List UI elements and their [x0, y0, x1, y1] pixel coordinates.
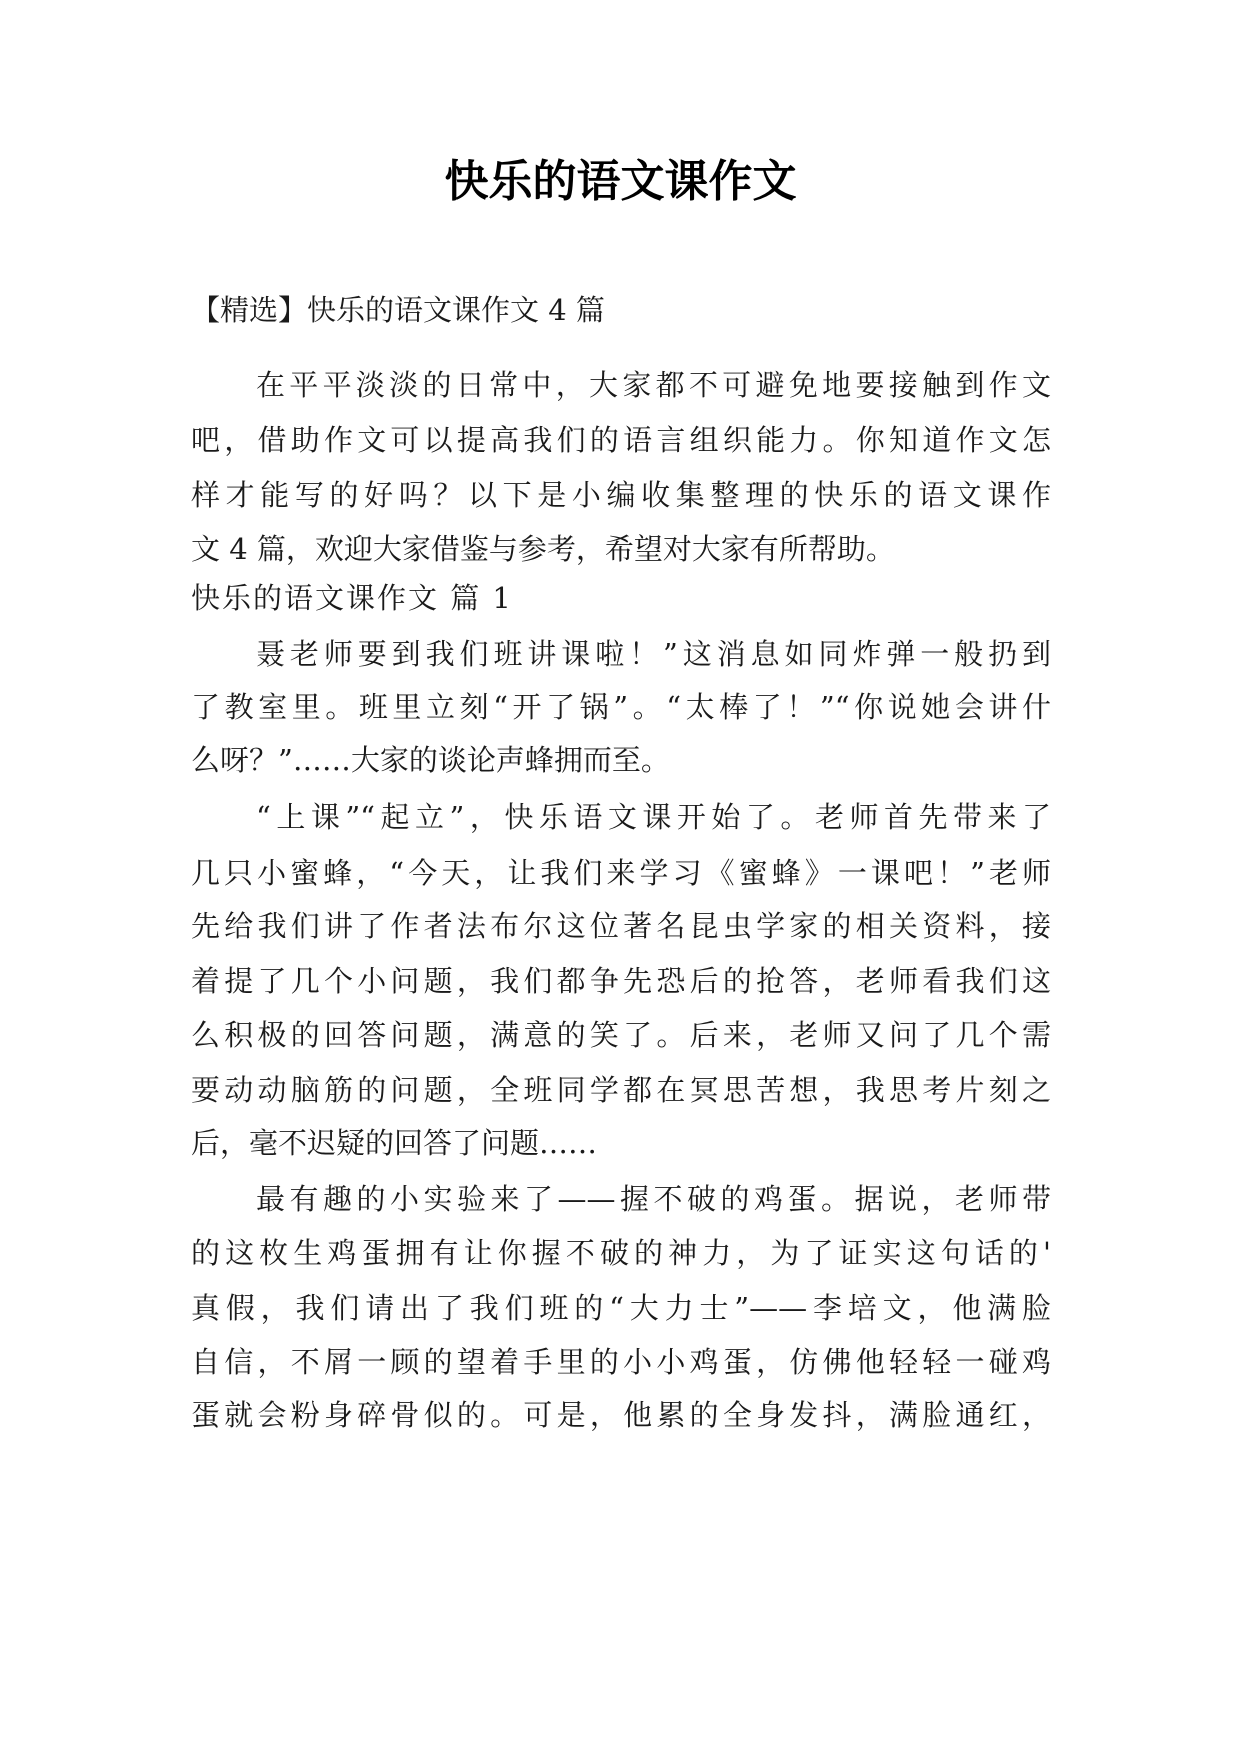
- paragraph-line: 最有趣的小实验来了——握不破的鸡蛋。据说，老师带: [256, 1182, 1051, 1216]
- intro-line: 吧，借助作文可以提高我们的语言组织能力。你知道作文怎: [191, 423, 1051, 457]
- section-heading: 快乐的语文课作文 篇 1: [191, 581, 513, 615]
- paragraph-line: 么积极的回答问题，满意的笑了。后来，老师又问了几个需: [191, 1018, 1051, 1052]
- paragraph-line: 先给我们讲了作者法布尔这位著名昆虫学家的相关资料，接: [191, 909, 1051, 943]
- paragraph-line: 了教室里。班里立刻“开了锅”。“太棒了！”“你说她会讲什: [191, 690, 1051, 724]
- intro-line: 在平平淡淡的日常中，大家都不可避免地要接触到作文: [256, 368, 1051, 402]
- paragraph-line: “上课”“起立”，快乐语文课开始了。老师首先带来了: [256, 800, 1051, 834]
- paragraph-line: 真假，我们请出了我们班的“大力士”——李培文，他满脸: [191, 1291, 1051, 1325]
- paragraph-line: 蛋就会粉身碎骨似的。可是，他累的全身发抖，满脸通红，: [191, 1398, 1051, 1432]
- paragraph-line: 的这枚生鸡蛋拥有让你握不破的神力，为了证实这句话的': [191, 1236, 1051, 1270]
- document-subtitle: 【精选】快乐的语文课作文 4 篇: [191, 293, 605, 327]
- document-title: 快乐的语文课作文: [444, 156, 797, 207]
- paragraph-line: 要动动脑筋的问题，全班同学都在冥思苦想，我思考片刻之: [191, 1073, 1051, 1107]
- paragraph-line: 聂老师要到我们班讲课啦！”这消息如同炸弹一般扔到: [256, 637, 1051, 671]
- paragraph-line: 着提了几个小问题，我们都争先恐后的抢答，老师看我们这: [191, 964, 1051, 998]
- intro-line: 样才能写的好吗？以下是小编收集整理的快乐的语文课作: [191, 478, 1051, 512]
- paragraph-line: 自信，不屑一顾的望着手里的小小鸡蛋，仿佛他轻轻一碰鸡: [191, 1345, 1051, 1379]
- paragraph-line: 么呀？”……大家的谈论声蜂拥而至。: [191, 743, 670, 777]
- paragraph-line: 后，毫不迟疑的回答了问题……: [191, 1126, 598, 1160]
- intro-line: 文 4 篇，欢迎大家借鉴与参考，希望对大家有所帮助。: [191, 532, 895, 566]
- paragraph-line: 几只小蜜蜂，“今天，让我们来学习《蜜蜂》一课吧！”老师: [191, 856, 1051, 890]
